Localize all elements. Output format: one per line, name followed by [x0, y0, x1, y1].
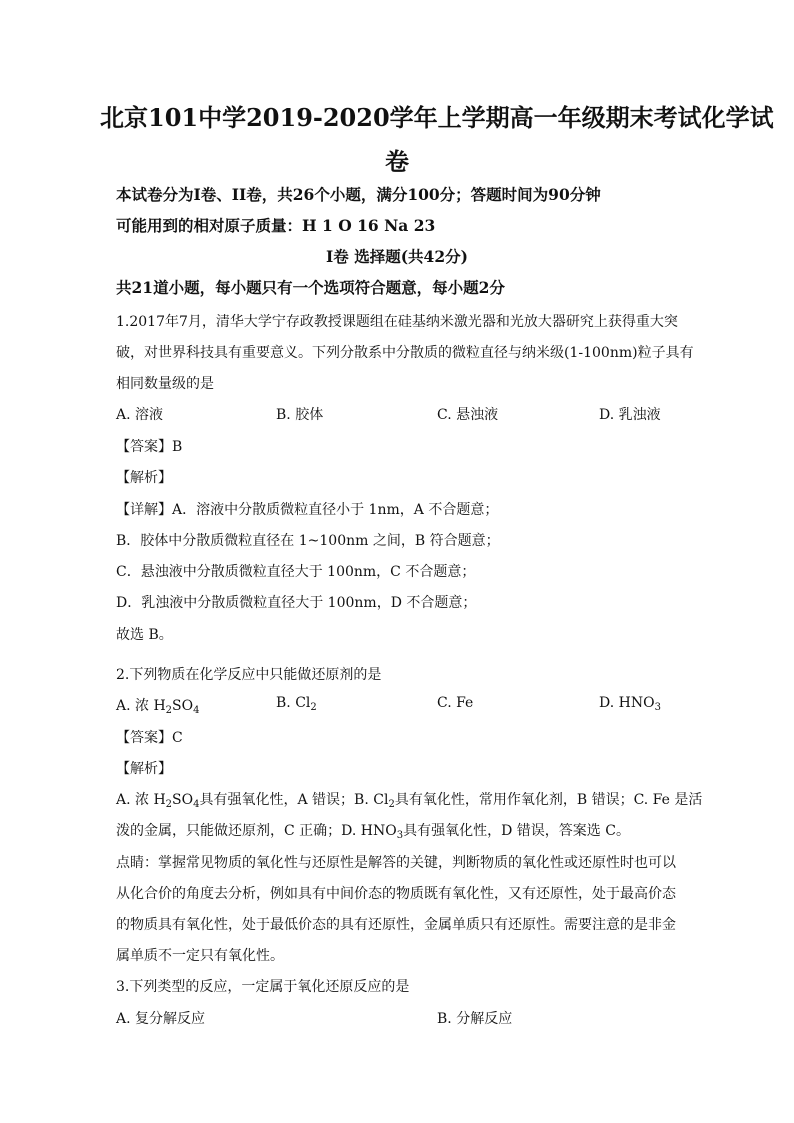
- q2-option-a-sub2: 4: [193, 705, 200, 716]
- q1-option-c: C. 悬浊液: [437, 407, 499, 423]
- q2-answer: 【答案】C: [116, 730, 183, 746]
- q2-option-d-sub: 3: [654, 702, 661, 713]
- q1-stem-line-2: 破，对世界科技具有重要意义。下列分散系中分散质的微粒直径与纳米级(1-100nm)粒子具有: [116, 345, 694, 361]
- q2-stem: 2.下列物质在化学反应中只能做还原剂的是: [116, 667, 382, 683]
- q2-option-a-mid: SO: [172, 698, 194, 714]
- q1-detail-line-1: 【详解】A．溶液中分散质微粒直径小于 1nm，A 不合题意；: [116, 502, 499, 518]
- q1-detail-line-3: C．悬浊液中分散质微粒直径大于 100nm，C 不合题意；: [116, 564, 476, 580]
- q2-analysis-l1-c: 具有强氧化性，A 错误；B. Cl: [199, 792, 389, 808]
- q2-analysis-label: 【解析】: [116, 761, 172, 777]
- q3-option-b: B. 分解反应: [437, 1011, 513, 1027]
- q2-analysis-l1-sub1: 2: [165, 799, 173, 810]
- section-description: 共21道小题，每小题只有一个选项符合题意，每小题2分: [116, 278, 505, 297]
- q2-analysis-l2-sub: 3: [396, 830, 404, 841]
- q1-option-a: A. 溶液: [116, 407, 164, 423]
- q2-option-a-sub1: 2: [165, 705, 173, 716]
- q2-option-d: [599, 695, 661, 711]
- atomic-mass-info: 可能用到的相对原子质量：H 1 O 16 Na 23: [116, 216, 436, 235]
- q2-option-b-sub: 2: [310, 702, 317, 713]
- q2-points-line-2: 从化合价的角度去分析，例如具有中间价态的物质既有氧化性，又有还原性，处于最高价态: [116, 886, 676, 902]
- q1-option-b: B. 胶体: [276, 407, 324, 423]
- title-line-1: 北京101中学2019-2020学年上学期高一年级期末考试化学试: [100, 103, 774, 132]
- q1-option-d: D. 乳浊液: [599, 407, 661, 423]
- q2-analysis-l2-a: 泼的金属，只能做还原剂，C 正确；D. HNO: [116, 823, 397, 839]
- q1-detail-line-2: B．胶体中分散质微粒直径在 1~100nm 之间，B 符合题意；: [116, 533, 500, 549]
- q2-option-a: [116, 695, 200, 715]
- q2-analysis-l1-sub2: 4: [193, 799, 200, 810]
- q2-points-line-4: 属单质不一定只有氧化性。: [116, 948, 284, 964]
- q2-points-line-1: 点睛：掌握常见物质的氧化性与还原性是解答的关键，判断物质的氧化性或还原性时也可以: [116, 855, 676, 871]
- q2-points-line-3: 的物质具有氧化性，处于最低价态的具有还原性，金属单质只有还原性。需要注意的是非金: [116, 917, 676, 933]
- q1-answer: 【答案】B: [116, 439, 183, 455]
- q2-analysis-l1-a: A. 浓 H: [116, 792, 166, 808]
- q2-analysis-line-2: [116, 820, 630, 840]
- q2-option-d-prefix: D. HNO: [599, 695, 655, 711]
- q2-option-a-prefix: A. 浓 H: [116, 698, 166, 714]
- q1-stem-line-3: 相同数量级的是: [116, 376, 214, 392]
- q3-stem: 3.下列类型的反应，一定属于氧化还原反应的是: [116, 979, 410, 995]
- q2-option-b-prefix: B. Cl: [276, 695, 311, 711]
- q1-detail-line-4: D．乳浊液中分散质微粒直径大于 100nm，D 不合题意；: [116, 595, 477, 611]
- q2-analysis-l1-sub3: 2: [388, 799, 395, 810]
- page-title: [100, 96, 774, 184]
- title-line-2: 卷: [385, 147, 409, 176]
- q2-option-c: C. Fe: [437, 695, 474, 711]
- q3-option-a: A. 复分解反应: [116, 1011, 206, 1027]
- q2-analysis-l2-b: 具有强氧化性，D 错误，答案选 C。: [403, 823, 630, 839]
- q1-stem-line-1: 1.2017年7月，清华大学宁存政教授课题组在硅基纳米激光器和光放大器研究上获得重大突: [116, 314, 678, 330]
- q2-analysis-l1-b: SO: [172, 792, 194, 808]
- q2-analysis-l1-d: 具有氧化性，常用作氧化剂，B 错误；C. Fe 是活: [394, 792, 703, 808]
- q1-analysis-label: 【解析】: [116, 470, 172, 486]
- q1-conclusion: 故选 B。: [116, 627, 173, 643]
- exam-info: 本试卷分为I卷、II卷，共26个小题，满分100分；答题时间为90分钟: [116, 185, 601, 204]
- q2-option-b: [276, 695, 317, 711]
- section-title: I卷 选择题(共42分): [326, 247, 468, 266]
- q2-analysis-line-1: [116, 789, 702, 809]
